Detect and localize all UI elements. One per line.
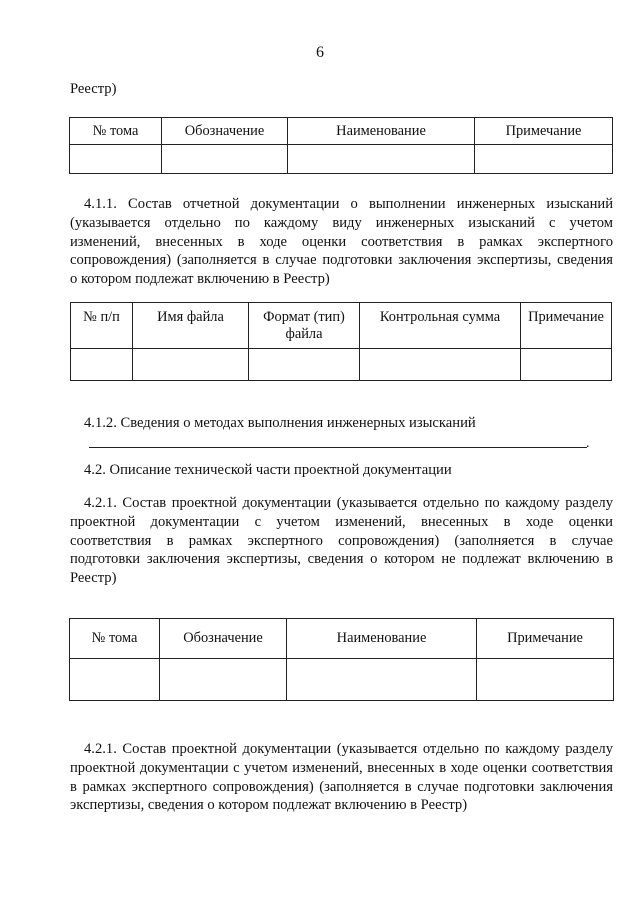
table-cell xyxy=(475,145,613,174)
volumes-table-2 xyxy=(69,618,614,701)
col-header-volume-no: № тома xyxy=(70,118,162,145)
table-cell xyxy=(70,145,162,174)
table-cell xyxy=(521,349,612,381)
col-header-file-name: Имя файла xyxy=(133,303,249,349)
table-cell xyxy=(160,659,287,701)
section-4-2 xyxy=(70,461,613,480)
section-4-2-1-line: подготовки заключения экспертизы, сведения о котором не подлежат включению в xyxy=(70,551,613,568)
volumes-table-1 xyxy=(69,117,613,174)
table-cell xyxy=(133,349,249,381)
section-4-2-1-line: в рамках экспертного сопровождения) (заполняется в случае подготовки заключения xyxy=(70,778,613,795)
table-cell xyxy=(249,349,360,381)
col-header-designation: Обозначение xyxy=(160,619,287,659)
section-4-2-1-line: 4.2.1. Состав проектной документации (указывается отдельно по каждому разделу xyxy=(84,495,613,511)
col-header-name: Наименование xyxy=(288,118,475,145)
intro-tail: Реестр) xyxy=(70,81,117,97)
page-number: 6 xyxy=(316,44,324,61)
section-4-2-1-line: проектной документации с учетом изменений, внесенных в ходе оценки xyxy=(70,513,613,530)
table-cell xyxy=(360,349,521,381)
table-row xyxy=(70,659,614,701)
section-4-1-1-line: 4.1.1. Состав отчетной документации о выполнении инженерных изысканий xyxy=(84,196,613,212)
table-row xyxy=(70,145,613,174)
section-4-1-1 xyxy=(70,195,613,289)
table-cell xyxy=(287,659,477,701)
col-header-note: Примечание xyxy=(475,118,613,145)
col-header-note: Примечание xyxy=(477,619,614,659)
table-cell xyxy=(71,349,133,381)
col-header-item-no: № п/п xyxy=(71,303,133,349)
section-4-2-1-registry xyxy=(70,740,613,815)
fill-in-line-end: . xyxy=(586,436,590,451)
col-header-checksum: Контрольная сумма xyxy=(360,303,521,349)
section-4-1-1-line: (указывается отдельно по каждому виду инженерных изысканий с учетом xyxy=(70,214,613,231)
fill-in-line xyxy=(89,447,587,448)
section-4-1-1-line: сопровождения) (заполняется в случае подготовки заключения экспертизы, сведения xyxy=(70,252,613,269)
section-4-1-2-title: 4.1.2. Сведения о методах выполнения инженерных изысканий xyxy=(84,415,476,431)
section-4-2-1-line: 4.2.1. Состав проектной документации (указывается отдельно по каждому разделу xyxy=(84,741,613,757)
files-table xyxy=(70,302,612,381)
col-header-name: Наименование xyxy=(287,619,477,659)
section-4-2-title: 4.2. Описание технической части проектной документации xyxy=(84,462,452,478)
table-row xyxy=(71,349,612,381)
table-cell xyxy=(288,145,475,174)
col-header-note: Примечание xyxy=(521,303,612,349)
section-4-2-1-line: Реестр) xyxy=(70,570,117,587)
section-4-2-1-line: проектной документации с учетом изменений, внесенных в ходе оценки соответствия xyxy=(70,759,613,776)
section-4-2-1-line: соответствия в рамках экспертного сопровождения) (заполняется в случае xyxy=(70,532,613,549)
section-4-1-1-line: изменений, внесенных в ходе оценки соответствия в рамках экспертного xyxy=(70,233,613,250)
col-header-volume-no: № тома xyxy=(70,619,160,659)
section-4-2-1-line: экспертизы, сведения о котором подлежат включению в Реестр) xyxy=(70,797,468,814)
table-cell xyxy=(70,659,160,701)
section-4-1-2 xyxy=(70,414,613,433)
table-cell xyxy=(477,659,614,701)
section-4-1-1-line: о котором подлежат включению в Реестр) xyxy=(70,271,330,288)
col-header-designation: Обозначение xyxy=(162,118,288,145)
col-header-file-format: Формат (тип) файла xyxy=(249,303,360,349)
section-4-2-1-not-registry xyxy=(70,494,613,588)
table-cell xyxy=(162,145,288,174)
